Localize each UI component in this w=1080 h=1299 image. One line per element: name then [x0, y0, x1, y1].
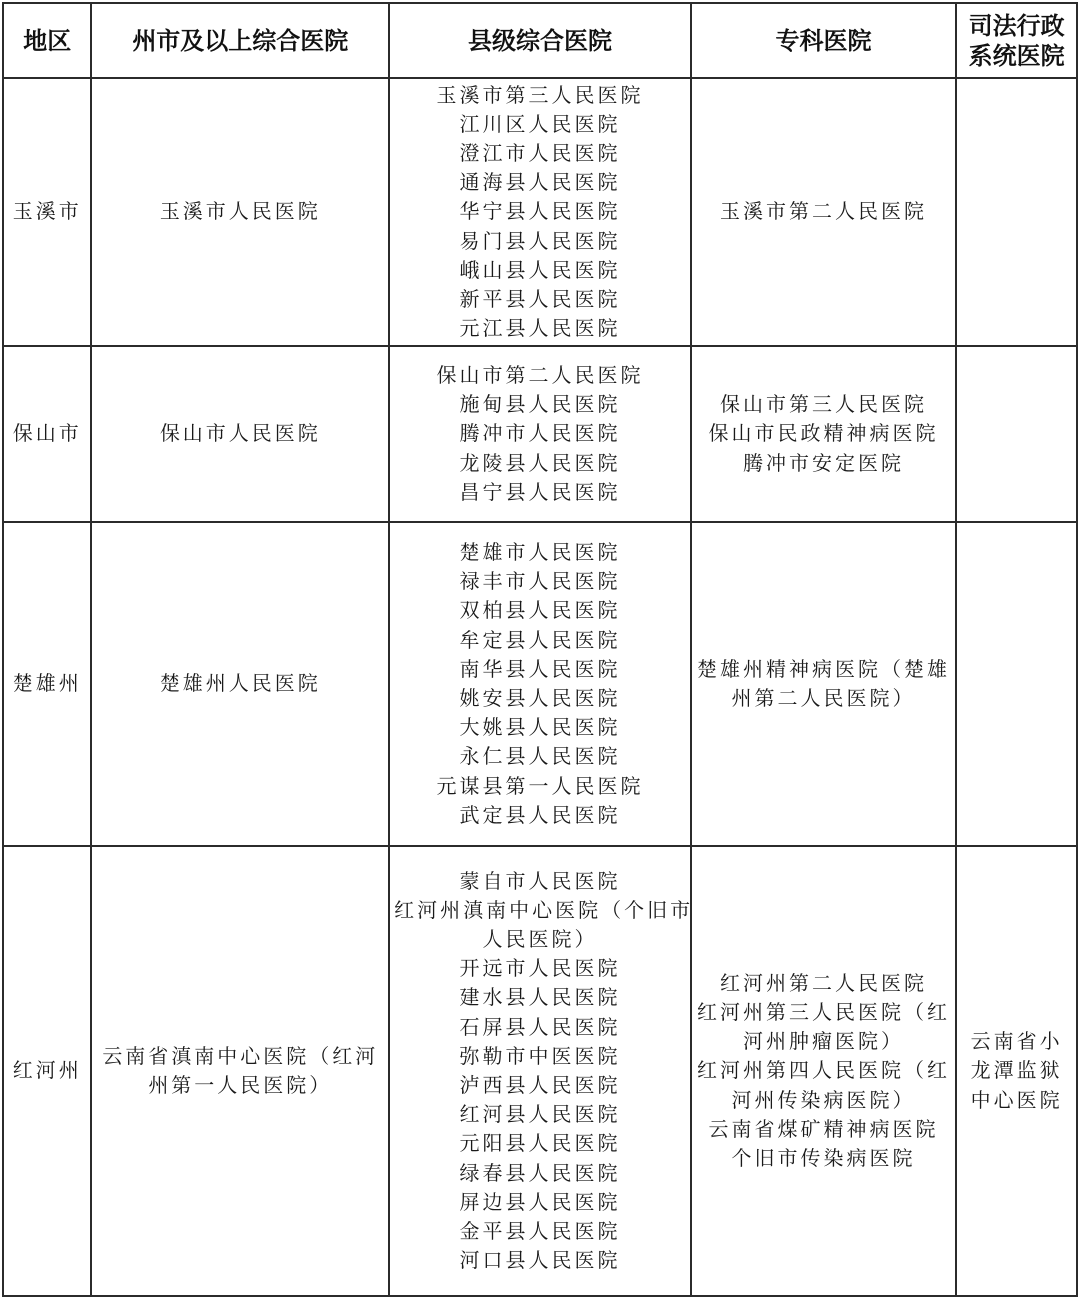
county-general-cell-line: 玉溪市第三人民医院 [436, 82, 644, 107]
county-general-cell-line: 泸西县人民医院 [459, 1073, 621, 1097]
county-general-cell-line: 楚雄市人民医院 [459, 539, 621, 564]
specialty-cell-line: 保山市第三人民医院 [720, 392, 928, 417]
county-general-cell-line: 蒙自市人民医院 [459, 868, 621, 893]
judicial-cell [956, 346, 1077, 522]
county-general-cell-line: 金平县人民医院 [459, 1219, 621, 1244]
county-general-cell [389, 846, 694, 1296]
county-general-cell-line: 元江县人民医院 [459, 316, 621, 341]
specialty-cell-line: 玉溪市第二人民医院 [720, 199, 928, 224]
county-general-cell-line: 人民医院） [482, 926, 598, 951]
header-county-general: 县级综合医院 [389, 3, 691, 78]
judicial-cell-line: 中心医院 [970, 1087, 1063, 1112]
table-row [3, 846, 1077, 1296]
county-general-cell [389, 522, 691, 846]
county-general-cell-line: 牟定县人民医院 [459, 627, 621, 652]
specialty-cell [691, 78, 956, 346]
header-region: 地区 [3, 3, 91, 78]
specialty-cell-line: 河州传染病医院） [731, 1087, 916, 1112]
judicial-cell [956, 78, 1077, 346]
county-general-cell-line: 屏边县人民医院 [459, 1189, 621, 1214]
region-cell: 红河州 [3, 846, 91, 1296]
specialty-cell-line: 河州肿瘤医院） [743, 1029, 905, 1054]
specialty-cell-line: 腾冲市安定医院 [743, 450, 905, 475]
county-general-cell-line: 石屏县人民医院 [459, 1014, 621, 1039]
county-general-cell [389, 78, 691, 346]
region-cell: 楚雄州 [3, 522, 91, 846]
county-general-cell-line: 南华县人民医院 [459, 656, 621, 681]
specialty-cell-line: 保山市民政精神病医院 [708, 421, 939, 446]
specialty-cell-line: 红河州第三人民医院（红 [697, 999, 951, 1024]
county-general-cell-line: 保山市第二人民医院 [436, 362, 644, 387]
county-general-cell-line: 元谋县第一人民医院 [436, 773, 644, 798]
city-general-cell [91, 78, 389, 346]
county-general-cell-line: 新平县人民医院 [459, 287, 621, 311]
specialty-cell [691, 346, 956, 522]
county-general-cell-line: 元阳县人民医院 [459, 1131, 621, 1156]
county-general-cell [389, 346, 691, 522]
specialty-cell [691, 522, 956, 846]
city-general-cell-line: 保山市人民医院 [159, 421, 321, 446]
table-row [3, 78, 1077, 346]
county-general-cell-line: 澄江市人民医院 [459, 140, 621, 165]
header-judicial [956, 3, 1077, 78]
city-general-cell-line: 州第一人民医院） [148, 1073, 333, 1097]
county-general-cell-line: 峨山县人民医院 [459, 257, 621, 282]
judicial-cell-line: 云南省小 [970, 1029, 1063, 1054]
judicial-cell [956, 846, 1077, 1296]
county-general-cell-line: 江川区人民医院 [459, 111, 621, 136]
header-specialty: 专科医院 [691, 3, 956, 78]
county-general-cell-line: 弥勒市中医医院 [459, 1043, 621, 1068]
region-cell: 保山市 [3, 346, 91, 522]
county-general-cell-line: 红河州滇南中心医院（个旧市 [394, 897, 694, 922]
city-general-cell [91, 346, 389, 522]
county-general-cell-line: 双柏县人民医院 [459, 598, 621, 623]
table-row [3, 346, 1077, 522]
specialty-cell-line: 云南省煤矿精神病医院 [708, 1116, 939, 1141]
county-general-cell-line: 腾冲市人民医院 [459, 421, 621, 446]
specialty-cell-line: 个旧市传染病医院 [731, 1146, 916, 1170]
header-judicial-line2: 系统医院 [968, 41, 1065, 70]
table-row [3, 522, 1077, 846]
county-general-cell-line: 红河县人民医院 [459, 1102, 621, 1127]
county-general-cell-line: 龙陵县人民医院 [459, 450, 621, 475]
city-general-cell-line: 楚雄州人民医院 [159, 671, 321, 696]
county-general-cell-line: 昌宁县人民医院 [459, 479, 621, 504]
city-general-cell [91, 846, 389, 1296]
county-general-cell-line: 禄丰市人民医院 [459, 569, 621, 594]
specialty-cell-line: 红河州第二人民医院 [720, 970, 928, 995]
header-row [3, 3, 1077, 78]
county-general-cell-line: 开远市人民医院 [459, 956, 621, 981]
judicial-cell [956, 522, 1077, 846]
county-general-cell-line: 绿春县人民医院 [459, 1160, 621, 1185]
county-general-cell-line: 易门县人民医院 [459, 228, 621, 253]
specialty-cell-line: 州第二人民医院） [731, 686, 916, 710]
county-general-cell-line: 河口县人民医院 [459, 1248, 621, 1273]
county-general-cell-line: 华宁县人民医院 [459, 199, 621, 224]
region-cell: 玉溪市 [3, 78, 91, 346]
county-general-cell-line: 建水县人民医院 [459, 985, 621, 1010]
city-general-cell [91, 522, 389, 846]
header-judicial-line1: 司法行政 [968, 11, 1065, 40]
hospital-table [2, 2, 1078, 1297]
county-general-cell-line: 武定县人民医院 [459, 802, 621, 827]
county-general-cell-line: 永仁县人民医院 [459, 744, 621, 769]
judicial-cell-line: 龙潭监狱 [970, 1058, 1063, 1083]
county-general-cell-line: 通海县人民医院 [459, 170, 621, 195]
specialty-cell-line: 红河州第四人民医院（红 [697, 1058, 951, 1083]
county-general-cell-line: 姚安县人民医院 [459, 686, 621, 710]
city-general-cell-line: 云南省滇南中心医院（红河 [102, 1043, 379, 1068]
city-general-cell-line: 玉溪市人民医院 [159, 199, 321, 224]
county-general-cell-line: 施甸县人民医院 [459, 392, 621, 417]
header-city-general: 州市及以上综合医院 [91, 3, 389, 78]
specialty-cell [691, 846, 956, 1296]
county-general-cell-line: 大姚县人民医院 [459, 715, 621, 740]
specialty-cell-line: 楚雄州精神病医院（楚雄 [697, 656, 951, 681]
